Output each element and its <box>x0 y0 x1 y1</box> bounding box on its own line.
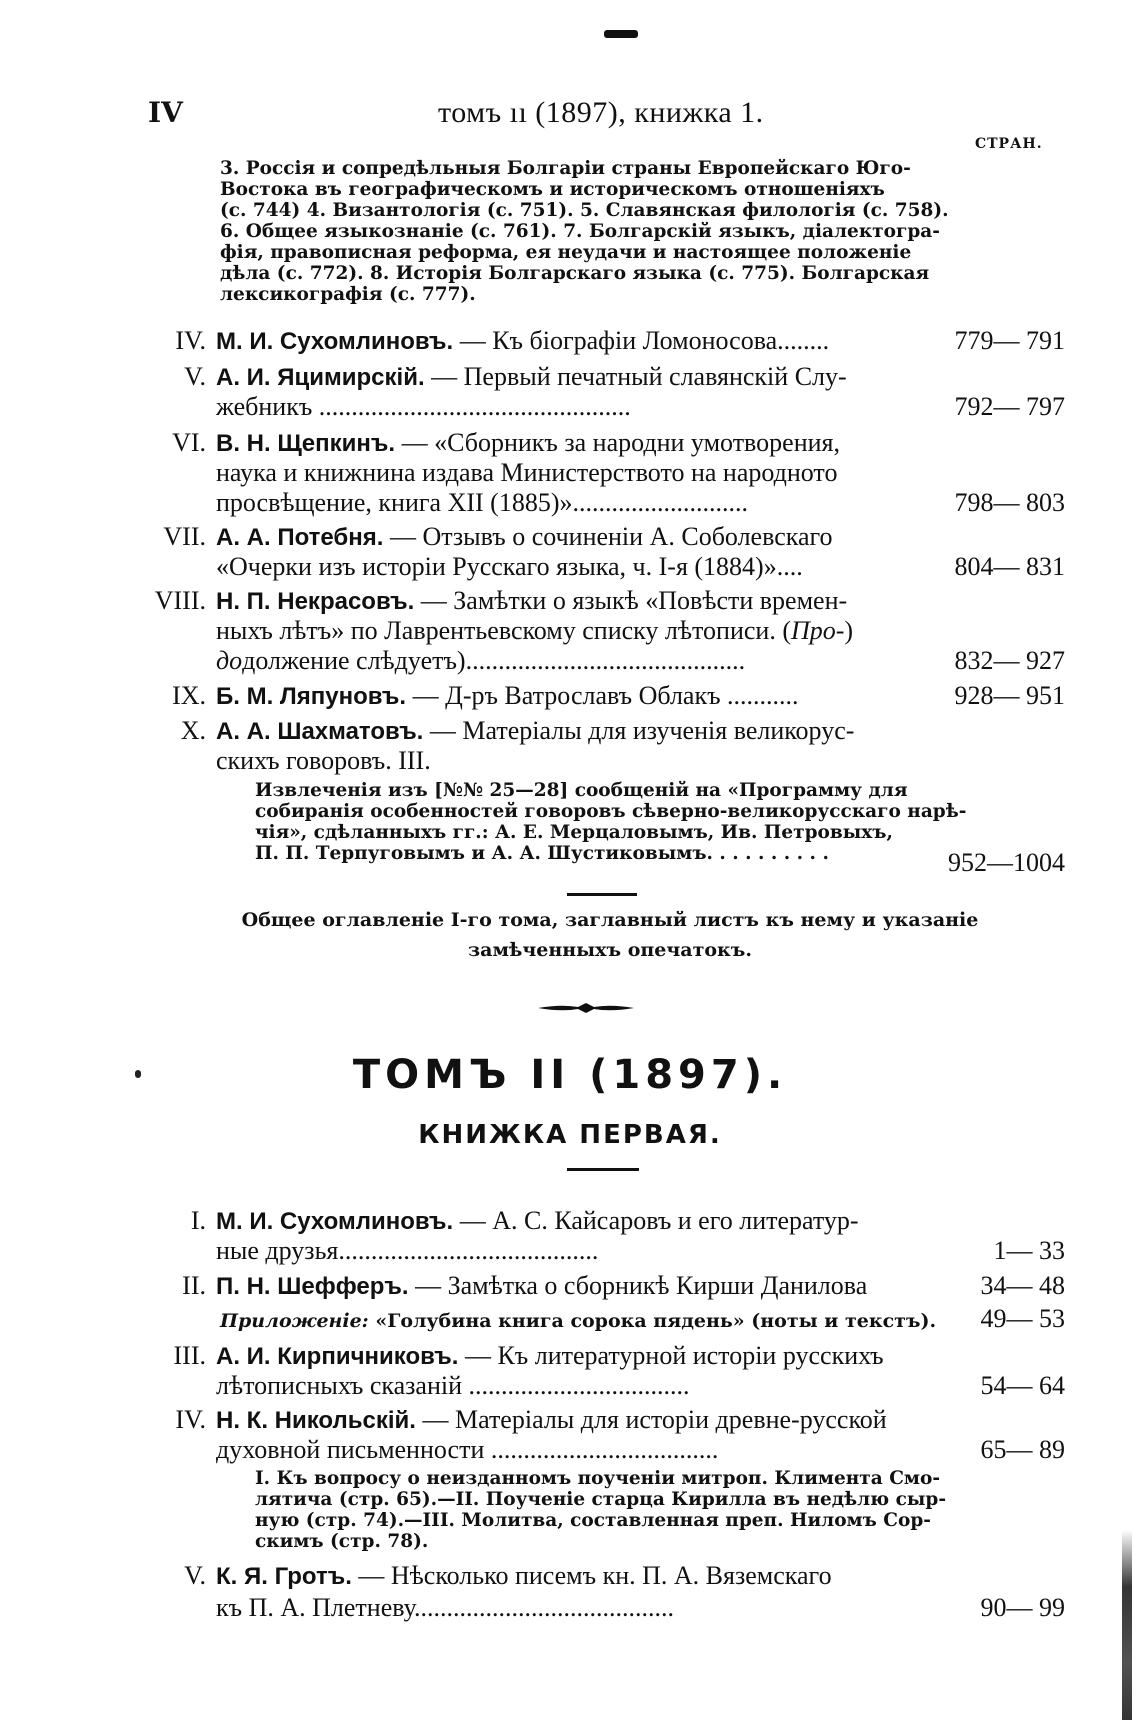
entry-pages: 804— 831 <box>954 552 1065 581</box>
entry-italic: Про- <box>790 616 845 645</box>
note-line: 3. Россія и сопредѣльныя Болгаріи страны Европейскаго Юго- <box>220 158 911 179</box>
appendix-line <box>220 1310 936 1332</box>
entry-number: IV. <box>175 326 206 355</box>
entry-author: К. Я. Гротъ. <box>216 1563 352 1590</box>
entry-title: — Первый печатный славянскій Слу- <box>431 362 847 391</box>
entry-line: ные друзья........................................ <box>216 1236 599 1265</box>
entry-author: А. И. Кирпичниковъ. <box>216 1343 459 1370</box>
entry-title: — Нѣсколько писемъ кн. П. А. Вяземскаго <box>358 1561 832 1590</box>
entry-number: X. <box>180 716 206 745</box>
entry-line: ныхъ лѣтъ» по Лаврентьевскому списку лѣтописи. (Про-) <box>216 616 854 645</box>
entry-line: скихъ говоровъ. III. <box>216 746 431 775</box>
entry-pages: 65— 89 <box>980 1435 1065 1464</box>
subnote-line: скимъ (стр. 78). <box>255 1531 429 1552</box>
entry-line <box>216 1270 867 1303</box>
section-contents-note <box>220 158 949 305</box>
running-title: томъ ıı (1897), книжка 1. <box>438 96 764 129</box>
extract-line: чія», сдѣланныхъ гг.: А. Е. Мерцаловымъ, Ив. Петровыхъ, <box>255 822 893 843</box>
entry-title: — А. С. Кайсаровъ и его литератур- <box>459 1206 859 1235</box>
entry-line: наука и книжнина издава Министерството на народното <box>216 458 838 487</box>
note-line: 6. Общее языкознаніе (с. 761). 7. Болгарскій языкъ, діалектогра- <box>220 221 940 242</box>
entry-line <box>216 1560 832 1593</box>
entry-line: жебникъ ................................................ <box>216 392 631 421</box>
entry-number: IX. <box>172 681 206 710</box>
entry-number: VII. <box>163 522 206 551</box>
volume-title: ТОМЪ II (1897). <box>352 1052 788 1098</box>
entry-author: Н. К. Никольскій. <box>216 1407 416 1434</box>
entry-line <box>216 585 847 618</box>
volume-subtitle: КНИЖКА ПЕРВАЯ. <box>418 1120 722 1150</box>
entry-line <box>216 680 799 713</box>
entry-number: IV. <box>175 1405 206 1434</box>
entry-title: — Замѣтки о языкѣ «Повѣсти времен- <box>420 586 848 615</box>
subnote-line: лятича (стр. 65).—II. Поученіе старца Кирилла въ недѣлю сыр- <box>255 1489 947 1510</box>
short-rule <box>567 893 637 896</box>
extract-note <box>255 780 967 864</box>
entry-author: Н. П. Некрасовъ. <box>216 588 415 615</box>
entry-pages: 779— 791 <box>954 326 1065 355</box>
entry-line-text: ныхъ лѣтъ» по Лаврентьевскому списку лѣтописи. ( <box>216 616 791 645</box>
note-line: лексикографія (с. 777). <box>220 284 476 305</box>
note-line: Востока въ географическомъ и историческомъ отношеніяхъ <box>220 179 885 200</box>
entry-title: — Д-ръ Ватрославъ Облакъ ........... <box>412 681 799 710</box>
subnote-line: ную (стр. 74).—III. Молитва, составленная преп. Ниломъ Сор- <box>255 1510 931 1531</box>
entry-author: М. И. Сухомлиновъ. <box>216 1208 454 1235</box>
entry-line-text: должение слѣдуетъ)........................................... <box>242 646 746 675</box>
entry-line <box>216 1340 884 1373</box>
entry-title: — «Сборникъ за народни умотворения, <box>401 428 840 457</box>
appendix-label: Приложеніе: <box>220 1310 369 1332</box>
entry-title: — Отзывъ о сочиненіи А. Соболевскаго <box>389 522 833 551</box>
entry-title: — Къ біографіи Ломоносова........ <box>459 326 830 355</box>
entry-italic: до <box>216 646 243 675</box>
note-line: дѣла (с. 772). 8. Исторія Болгарскаго языка (с. 775). Болгарская <box>220 263 930 284</box>
entry-line: просвѣщение, книга XII (1885)»........................... <box>216 488 748 517</box>
entry-author: Б. М. Ляпуновъ. <box>216 683 407 710</box>
entry-line: къ П. А. Плетневу........................................ <box>216 1593 675 1622</box>
page-number: IV <box>148 96 183 129</box>
entry-line <box>216 1205 859 1238</box>
running-head <box>148 96 1068 136</box>
entry-pages: 54— 64 <box>980 1371 1065 1400</box>
entry-number: VIII. <box>154 586 206 615</box>
entry-pages: 832— 927 <box>954 646 1065 675</box>
entry-author: А. И. Яцимирскій. <box>216 364 425 391</box>
entry-author: П. Н. Шефферъ. <box>216 1273 409 1300</box>
margin-mark <box>135 1070 141 1078</box>
entry-line <box>216 427 840 460</box>
entry-pages: 792— 797 <box>954 392 1065 421</box>
entry-line <box>216 1404 887 1437</box>
entry-title: — Къ литературной исторіи русскихъ <box>464 1341 884 1370</box>
contents-subnote <box>255 1468 947 1552</box>
extract-line: собиранія особенностей говоровъ сѣверно-великорусскаго нарѣ- <box>255 801 967 822</box>
entry-line: духовной письменности ................................... <box>216 1435 719 1464</box>
entry-number: II. <box>182 1271 206 1300</box>
entry-author: М. И. Сухомлиновъ. <box>216 328 454 355</box>
entry-pages: 34— 48 <box>980 1271 1065 1300</box>
subnote-line: I. Къ вопросу о неизданномъ поученіи митроп. Климента Смо- <box>255 1468 941 1489</box>
entry-line <box>216 645 745 677</box>
entry-pages: 90— 99 <box>980 1593 1065 1622</box>
entry-title: — Матеріалы для исторіи древне-русской <box>422 1405 887 1434</box>
entry-number: V. <box>184 362 206 391</box>
entry-line: лѣтописныхъ сказаній .................................. <box>216 1371 690 1400</box>
appendix-text: «Голубина книга сорока пядень» (ноты и текстъ). <box>375 1310 937 1332</box>
note-line: фія, правописная реформа, ея неудачи и настоящее положеніе <box>220 242 912 263</box>
pages-column-label: СТРАН. <box>975 136 1043 152</box>
appendix-pages: 49— 53 <box>980 1304 1065 1333</box>
entry-title: — Замѣтка о сборникѣ Кирши Данилова <box>415 1271 868 1300</box>
entry-title: — Матеріалы для изученія великорус- <box>429 716 855 745</box>
entry-number: V. <box>184 1561 206 1590</box>
entry-author: В. Н. Щепкинъ. <box>216 430 396 457</box>
entry-line <box>216 361 847 394</box>
short-rule <box>567 1168 639 1171</box>
entry-number: I. <box>190 1206 206 1235</box>
extract-pages: 952—1004 <box>948 848 1065 877</box>
entry-number: VI. <box>172 428 206 457</box>
top-ink-mark <box>604 30 638 38</box>
extract-line: П. П. Терпуговымъ и А. А. Шустиковымъ. . . . . . . . . . <box>255 843 829 864</box>
margin-scan-edge <box>1122 1530 1132 1720</box>
extract-line: Извлеченія изъ [№№ 25—28] сообщеній на «Программу для <box>255 780 908 801</box>
entry-line <box>216 715 854 748</box>
entry-number: III. <box>173 1341 206 1370</box>
entry-author: А. А. Потебня. <box>216 524 384 551</box>
entry-pages: 928— 951 <box>954 681 1065 710</box>
entry-pages: 1— 33 <box>993 1236 1065 1265</box>
entry-line <box>216 521 833 554</box>
note-line: (с. 744) 4. Византологія (с. 751). 5. Славянская филологія (с. 758). <box>220 200 949 221</box>
general-index-note: Общее оглавленіе I-го тома, заглавный листъ къ нему и указаніе замѣченныхъ опечатокъ. <box>241 909 979 961</box>
ornament-divider <box>536 1000 636 1016</box>
entry-line <box>216 325 829 358</box>
entry-pages: 798— 803 <box>954 488 1065 517</box>
entry-line: «Очерки изъ исторіи Русскаго языка, ч. I-я (1884)».... <box>216 552 803 581</box>
entry-author: А. А. Шахматовъ. <box>216 718 424 745</box>
